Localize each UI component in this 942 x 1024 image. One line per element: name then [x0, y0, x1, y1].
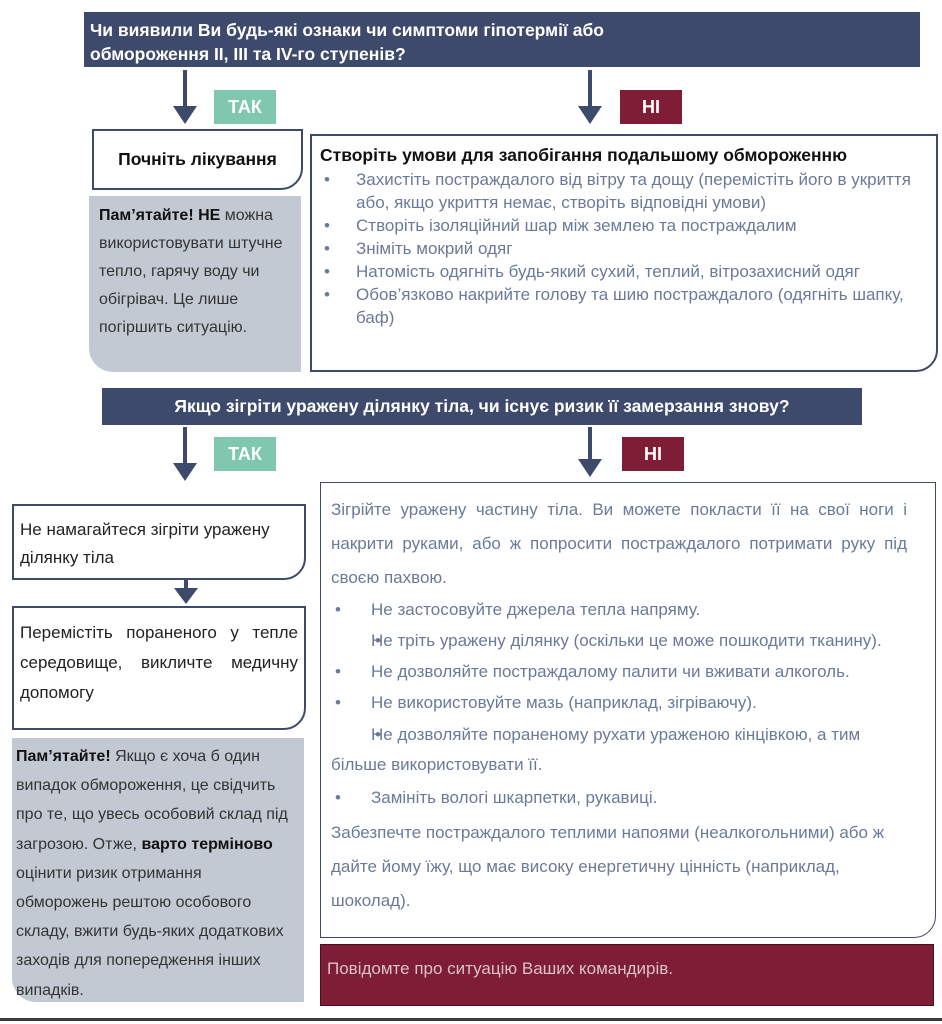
remember-note-1-text: можна використовувати штучне тепло, гарячу воду чи обігрівач. Це лише погіршить ситуацію. — [99, 207, 283, 336]
question-1-line-2: обмороження II, III та IV-го ступенів? — [90, 44, 406, 64]
list-item: • Зніміть мокрий одяг — [320, 237, 928, 260]
yes-label: ТАК — [214, 437, 276, 471]
prevent-frostbite-box — [310, 134, 938, 372]
list-item: • Захистіть постраждалого від вітру та дощу (перемістіть його в укриття або, якщо укриття немає, створіть відповідні умови) — [320, 168, 928, 214]
question-1-bar — [84, 12, 920, 67]
list-item: • Обов’язково накрийте голову та шию постраждалого (одягніть шапку, баф) — [320, 283, 928, 329]
question-2-text: Якщо зігріти уражену ділянку тіла, чи існує ризик її замерзання знову? — [174, 396, 790, 416]
prevent-list — [320, 168, 928, 329]
warm-area-box — [320, 482, 936, 938]
list-item: • Не тріть уражену ділянку (оскільки це може пошкодити тканину). — [331, 627, 907, 655]
no-label: НІ — [622, 437, 684, 471]
arrow-down-icon — [171, 578, 201, 606]
warm-intro: Зігрійте уражену частину тіла. Ви можете покласти її на свої ноги і накрити руками, або ж попросити постраждалого потримати руку під своєю пахвою. — [331, 500, 907, 587]
start-treatment-box — [92, 129, 303, 190]
arrow-down-icon — [170, 427, 200, 483]
list-item: • Натомість одягніть будь-який сухий, теплий, вітрозахисний одяг — [320, 260, 928, 283]
warm-list — [331, 596, 907, 812]
yes-label: ТАК — [214, 90, 276, 124]
list-item: • Не використовуйте мазь (наприклад, зігріваючу). — [331, 689, 907, 717]
list-item: • Не дозволяйте пораненому рухати ураженою кінцівкою, а тим більше використовувати її. — [331, 720, 907, 780]
warm-outro: Забезпечте постраждалого теплими напоями (неалкогольними) або ж дайте йому їжу, що має високу енергетичну цінність (наприклад, шоколад). — [331, 823, 885, 910]
prevent-title: Створіть умови для запобігання подальшому обмороженню — [320, 145, 848, 165]
list-item: • Не дозволяйте постраждалому палити чи вживати алкоголь. — [331, 658, 907, 686]
arrow-down-icon — [170, 70, 200, 126]
move-patient-box — [12, 606, 306, 730]
remember-note-1-bold: Пам’ятайте! НЕ — [99, 207, 221, 224]
do-not-warm-box — [12, 504, 306, 580]
remember-note-2-text-2: оцінити ризик отримання обморожень рештою особового складу, вжити будь-яких додаткових заходів для попередження інших випадків. — [16, 864, 284, 999]
remember-note-1 — [89, 196, 301, 372]
question-1-line-1: Чи виявили Ви будь-які ознаки чи симптоми гіпотермії або — [90, 20, 604, 40]
move-patient-text: Перемістіть пораненого у тепле середовище, викличте медичну допомогу — [20, 623, 298, 702]
report-commanders-bar — [320, 944, 934, 1006]
list-item: • Замініть вологі шкарпетки, рукавиці. — [331, 784, 907, 812]
report-commanders-text: Повідомте про ситуацію Ваших командирів. — [327, 959, 674, 978]
remember-note-2 — [12, 738, 304, 1002]
no-label: НІ — [620, 90, 682, 124]
remember-note-2-bold: Пам’ятайте! — [16, 748, 111, 765]
remember-note-2-bold-2: варто терміново — [141, 835, 273, 853]
divider — [0, 1018, 942, 1021]
list-item: • Створіть ізоляційний шар між землею та постраждалим — [320, 214, 928, 237]
list-item: • Не застосовуйте джерела тепла напряму. — [331, 596, 907, 624]
arrow-down-icon — [575, 70, 605, 126]
arrow-down-icon — [575, 427, 605, 479]
question-2-bar — [102, 388, 862, 425]
remember-note-2-text-1: Якщо є хоча б один випадок обмороження, це свідчить про те, що увесь особовий склад під загрозою. Отже, — [16, 748, 288, 853]
do-not-warm-text: Не намагайтеся зігріти уражену ділянку тіла — [20, 520, 270, 567]
start-treatment-text: Почніть лікування — [118, 149, 277, 169]
